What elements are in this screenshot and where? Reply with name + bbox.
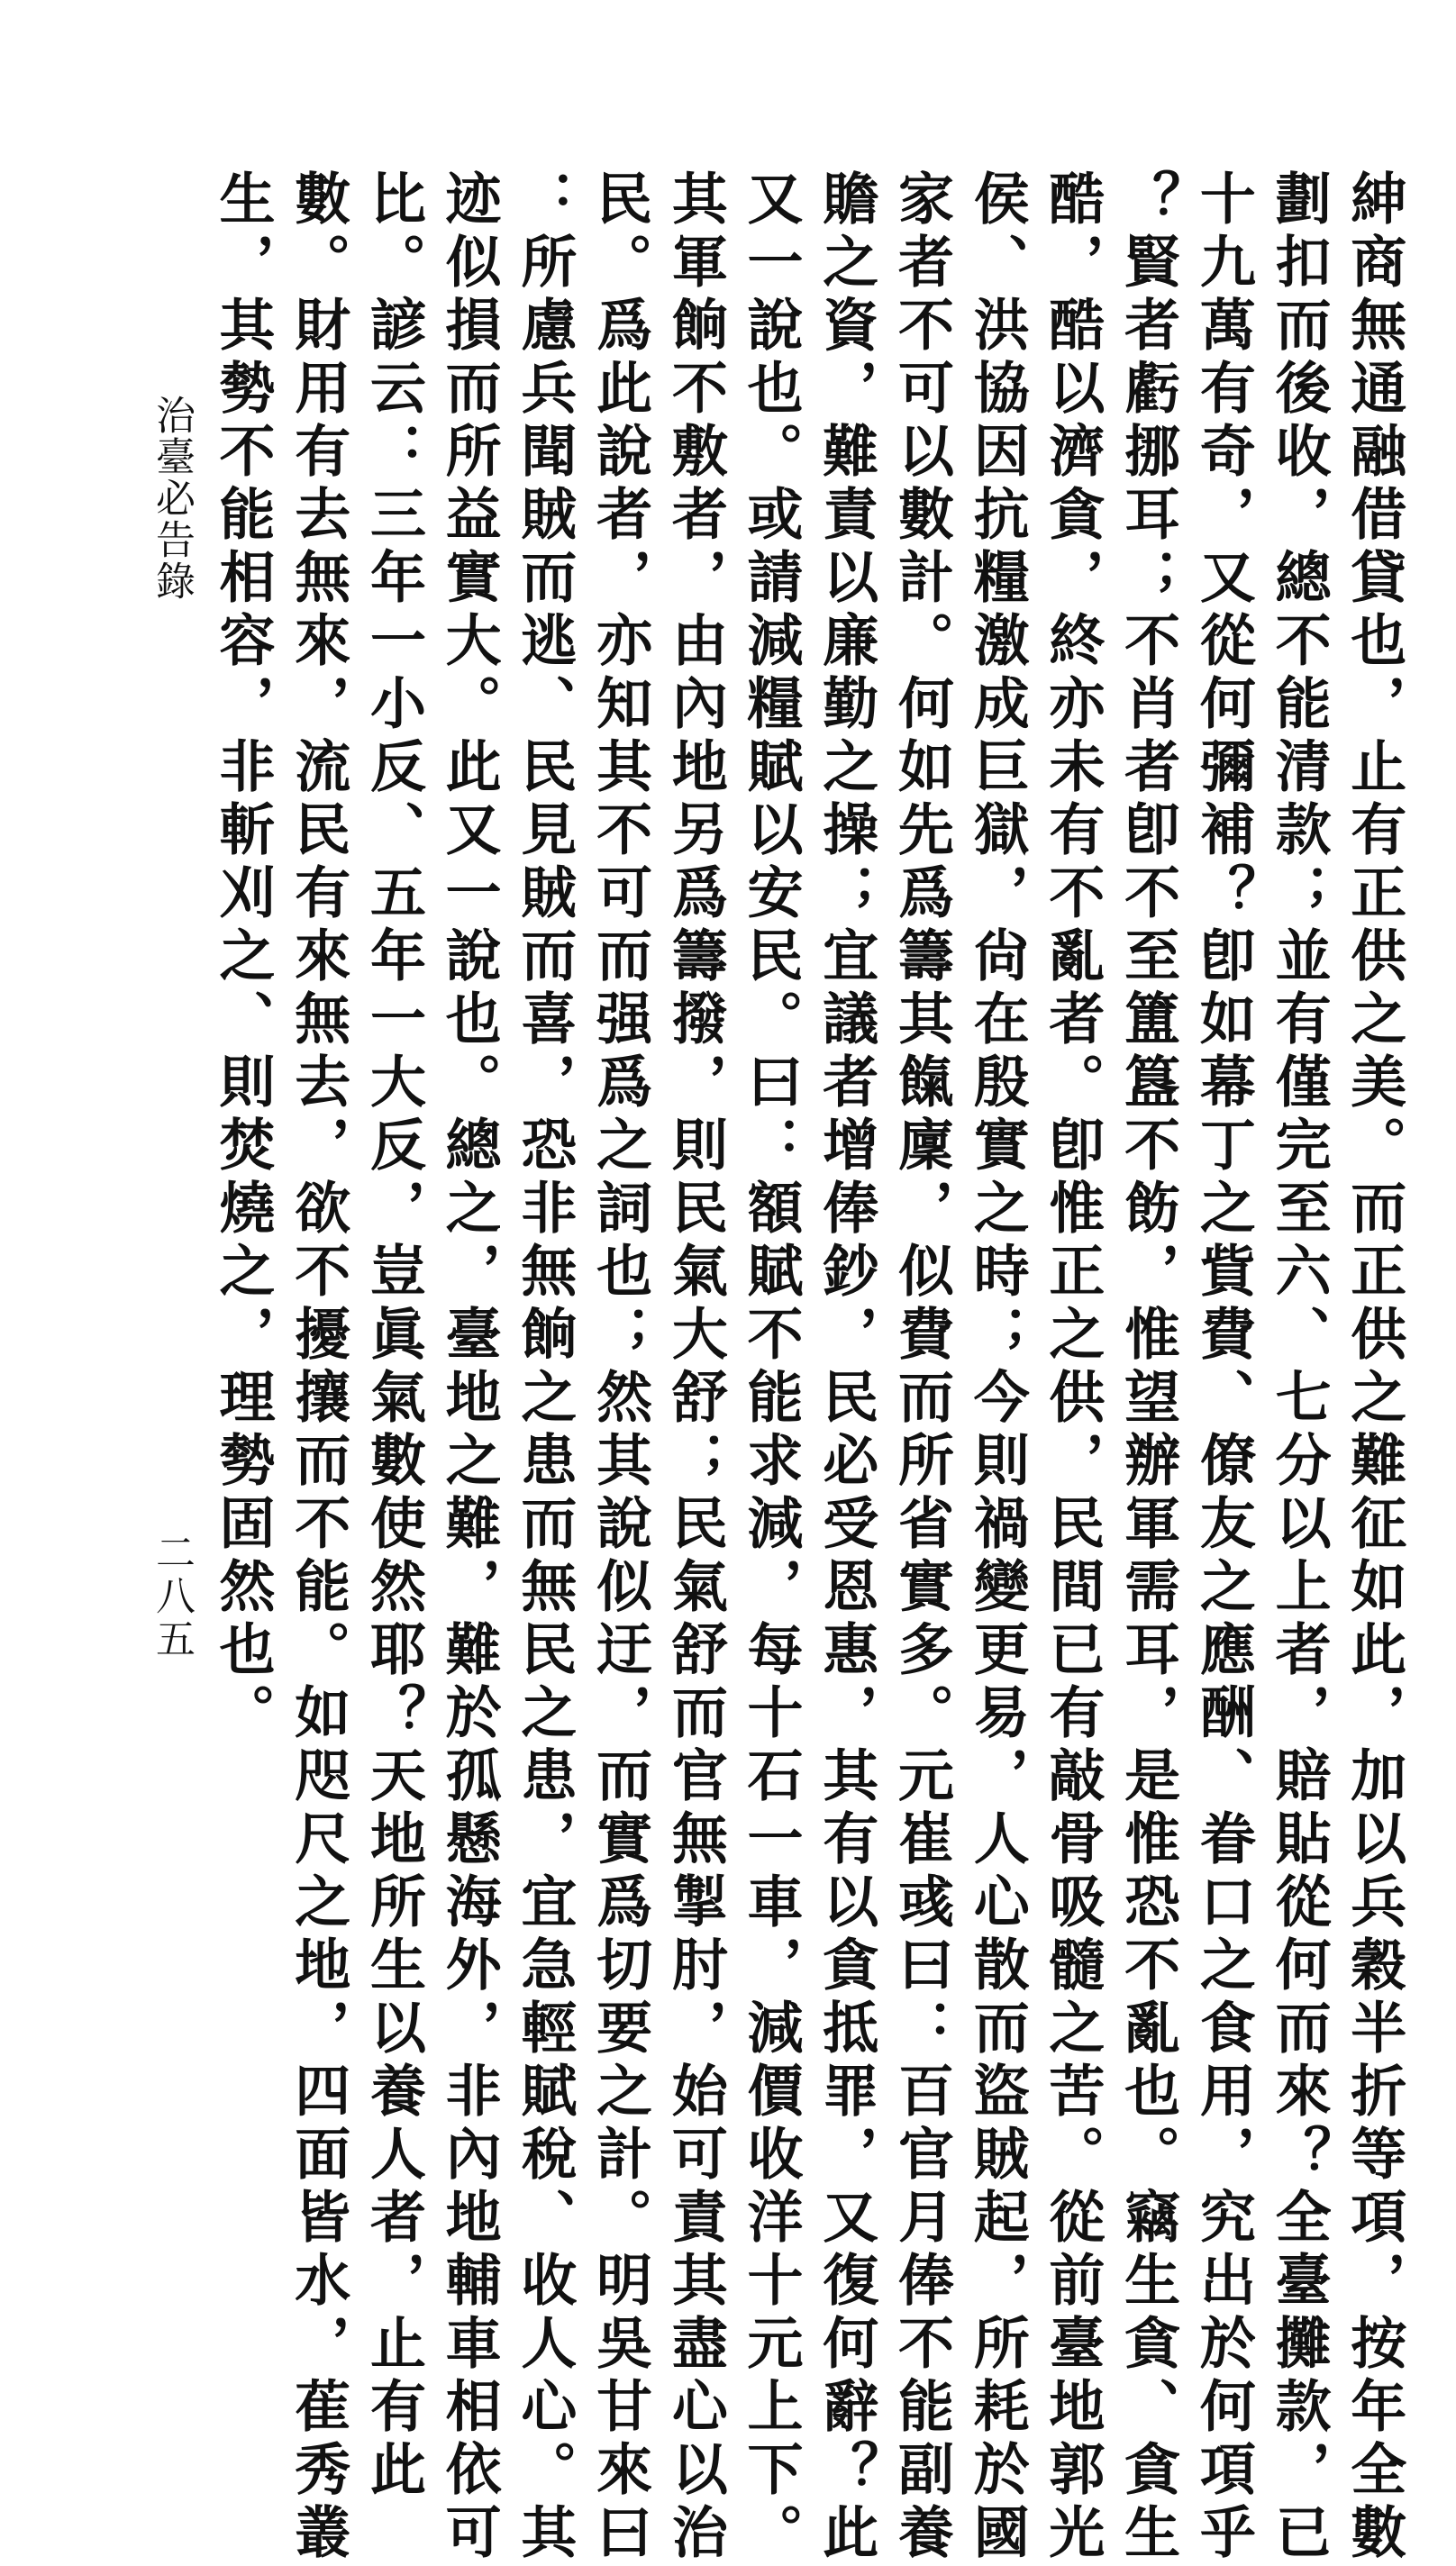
running-title: 治臺必告錄	[149, 395, 195, 602]
text-column-4: ？賢者虧挪耳；不肖者卽不至簠簋不飭，惟望辦軍需耳，是惟恐不亂也。竊生貪、貪生	[1115, 169, 1181, 2566]
text-column-8: 贍之資，難責以廉勤之操；宜議者增俸鈔，民必受恩惠，其有以貪抵罪，又復何辭？此	[813, 169, 879, 2566]
text-column-11: 民。爲此說者，亦知其不可而强爲之詞也；然其說似迂，而實爲切要之計。明吳甘來曰	[587, 169, 653, 2566]
text-column-3: 十九萬有奇，又從何彌補？卽如幕丁之貲費、僚友之應酬、眷口之食用，究出於何項乎	[1190, 169, 1257, 2566]
vertical-body-text	[210, 169, 1407, 2566]
text-column-13: 迹似損而所益實大。此又一說也。總之，臺地之難，難於孤懸海外，非內地輔車相依可	[436, 169, 503, 2566]
text-column-1: 紳商無通融借貸也，止有正供之美。而正供之難征如此，加以兵穀半折等項，按年全數	[1341, 169, 1407, 2566]
text-column-7: 家者不可以數計。何如先爲籌其餼廩，似費而所省實多。元崔彧曰：百官月俸不能副養	[888, 169, 955, 2566]
page-number: 二八五	[149, 1532, 195, 1661]
text-column-6: 侯、洪協因抗糧激成巨獄，尙在殷實之時；今則禍變更易，人心散而盜賊起，所耗於國	[964, 169, 1031, 2566]
text-column-9: 又一說也。或請減糧賦以安民。曰：額賦不能求減，每十石一車，減價收洋十元上下。	[738, 169, 805, 2566]
text-column-10: 其軍餉不敷者，由內地另爲籌撥，則民氣大舒；民氣舒而官無掣肘，始可責其盡心以治	[662, 169, 729, 2566]
text-column-15: 數。財用有去無來，流民有來無去，欲不擾攘而不能。如咫尺之地，四面皆水，萑秀叢	[285, 169, 351, 2566]
text-column-5: 酷，酷以濟貪，終亦未有不亂者。卽惟正之供，民間已有敲骨吸髓之苦。從前臺地郭光	[1039, 169, 1106, 2566]
text-column-2: 劃扣而後收，總不能清款；並有僅完至六、七分以上者，賠貼從何而來？全臺攤款，已	[1266, 169, 1333, 2566]
text-column-12: ：所慮兵聞賊而逃、民見賊而喜，恐非無餉之患而無民之患，宜急輕賦稅、收人心。其	[511, 169, 578, 2566]
text-column-16: 生，其勢不能相容，非斬刈之、則焚燒之，理勢固然也。	[210, 169, 276, 1746]
text-column-14: 比。諺云：三年一小反、五年一大反，豈眞氣數使然耶？天地所生以養人者，止有此	[360, 169, 427, 2503]
